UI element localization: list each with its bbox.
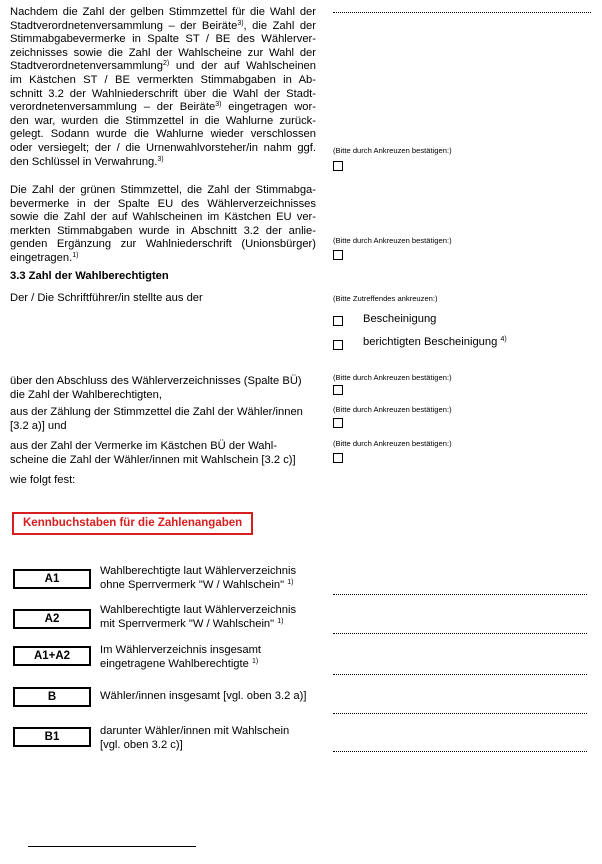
- code-value-line-b1[interactable]: [333, 751, 587, 752]
- kennbuchstaben-title: Kennbuchstaben für die Zahlenangaben: [12, 512, 253, 535]
- code-value-line-a1[interactable]: [333, 594, 587, 595]
- confirm-label-3: (Bitte durch Ankreuzen bestätigen:): [333, 373, 452, 382]
- code-desc-a1-a2: Im Wählerverzeichnis insgesamt eingetragene Wahlberechtigte $^{1)}$: [100, 644, 262, 670]
- code-value-line-b[interactable]: [333, 713, 587, 714]
- zaehlung-text: aus der Zählung der Stimmzettel die Zahl der Wähler/innen [3.2 a)] und: [10, 406, 303, 432]
- code-desc-a1: Wahlberechtigte laut Wählerverzeichnis ohne Sperrvermerk "W / Wahlschein" $^{1)}$: [100, 565, 297, 591]
- confirm-checkbox-5[interactable]: [333, 453, 343, 463]
- confirm-checkbox-2[interactable]: [333, 250, 343, 260]
- footnote-separator: [28, 846, 196, 847]
- code-box-b: B: [13, 687, 91, 707]
- abschluss-text: über den Abschluss des Wählerverzeichnisses (Spalte BÜ) die Zahl der Wahlberechtigten,: [10, 375, 302, 401]
- confirm-checkbox-1[interactable]: [333, 161, 343, 171]
- code-box-a1-a2: A1+A2: [13, 646, 91, 666]
- paragraph-stimmzettel-gelb: Nachdem die Zahl der gelben Stimmzettel für die Wahl der Stadtverordnetenversammlung – der Beiräte$^{3)}$, die Zahl der Stimmabgabevermerke in Spalte ST / BE des Wählerver- zeichnisses sowie die Zahl der Wahlscheine zur Wahl der Stadtverordnetenversammlung$^{2)}$ und der auf Wahlscheinen im Kästchen ST / BE vermerkten Stimmabgaben in Ab- schnitt 3.2 der Wahlniederschrift über die Wahl der Stadt- verordnetenversammlung – der Beiräte$^{3)}$ eingetragen wor- den war, wurden die Stimmzettel in die Wahlurne zurück- gelegt. Sodann wurde die Wahlurne wieder verschlossen oder versiegelt; der / die Urnenwahlvorsteher/in nahm ggf. den Schlüssel in Verwahrung.$^{3)}$: [10, 6, 317, 168]
- code-value-line-a1-a2[interactable]: [333, 674, 587, 675]
- zutreffendes-label: (Bitte Zutreffendes ankreuzen:): [333, 294, 438, 303]
- code-desc-b1: darunter Wähler/innen mit Wahlschein [vgl. oben 3.2 c)]: [100, 725, 290, 751]
- code-value-line-a2[interactable]: [333, 633, 587, 634]
- code-box-a1: A1: [13, 569, 91, 589]
- option-berichtigte-checkbox[interactable]: [333, 340, 343, 350]
- top-dotted-line: [333, 12, 591, 13]
- paragraph-stimmzettel-gruen: Die Zahl der grünen Stimmzettel, die Zahl der Stimmabga- bevermerke in der Spalte EU des Wählerverzeichnisses sowie die Zahl der auf Wahlscheinen im Kästchen EU ver- merkten Stimmabgaben wurde in Abschnitt 3.2 der anlie- genden Ergänzung zur Wahlniederschrift (Unionsbürger) eingetragen.$^{1)}$: [10, 184, 316, 264]
- option-bescheinigung-label: Bescheinigung: [363, 313, 437, 325]
- vermerke-text: aus der Zahl der Vermerke im Kästchen BÜ der Wahl- scheine die Zahl der Wähler/innen mit Wahlschein [3.2 c)]: [10, 440, 296, 466]
- schriftfuehrer-text: Der / Die Schriftführer/in stellte aus der: [10, 292, 203, 304]
- section-heading: 3.3 Zahl der Wahlberechtigten: [10, 270, 169, 282]
- confirm-label-2: (Bitte durch Ankreuzen bestätigen:): [333, 236, 452, 245]
- option-bescheinigung-checkbox[interactable]: [333, 316, 343, 326]
- option-berichtigte-label: berichtigten Bescheinigung $^{4)}$: [363, 336, 507, 348]
- confirm-label-1: (Bitte durch Ankreuzen bestätigen:): [333, 146, 452, 155]
- confirm-checkbox-4[interactable]: [333, 418, 343, 428]
- code-desc-a2: Wahlberechtigte laut Wählerverzeichnis mit Sperrvermerk "W / Wahlschein" $^{1)}$: [100, 604, 297, 630]
- wie-folgt-text: wie folgt fest:: [10, 474, 76, 486]
- confirm-checkbox-3[interactable]: [333, 385, 343, 395]
- confirm-label-4: (Bitte durch Ankreuzen bestätigen:): [333, 405, 452, 414]
- code-box-b1: B1: [13, 727, 91, 747]
- confirm-label-5: (Bitte durch Ankreuzen bestätigen:): [333, 439, 452, 448]
- code-box-a2: A2: [13, 609, 91, 629]
- code-desc-b: Wähler/innen insgesamt [vgl. oben 3.2 a)]: [100, 690, 307, 702]
